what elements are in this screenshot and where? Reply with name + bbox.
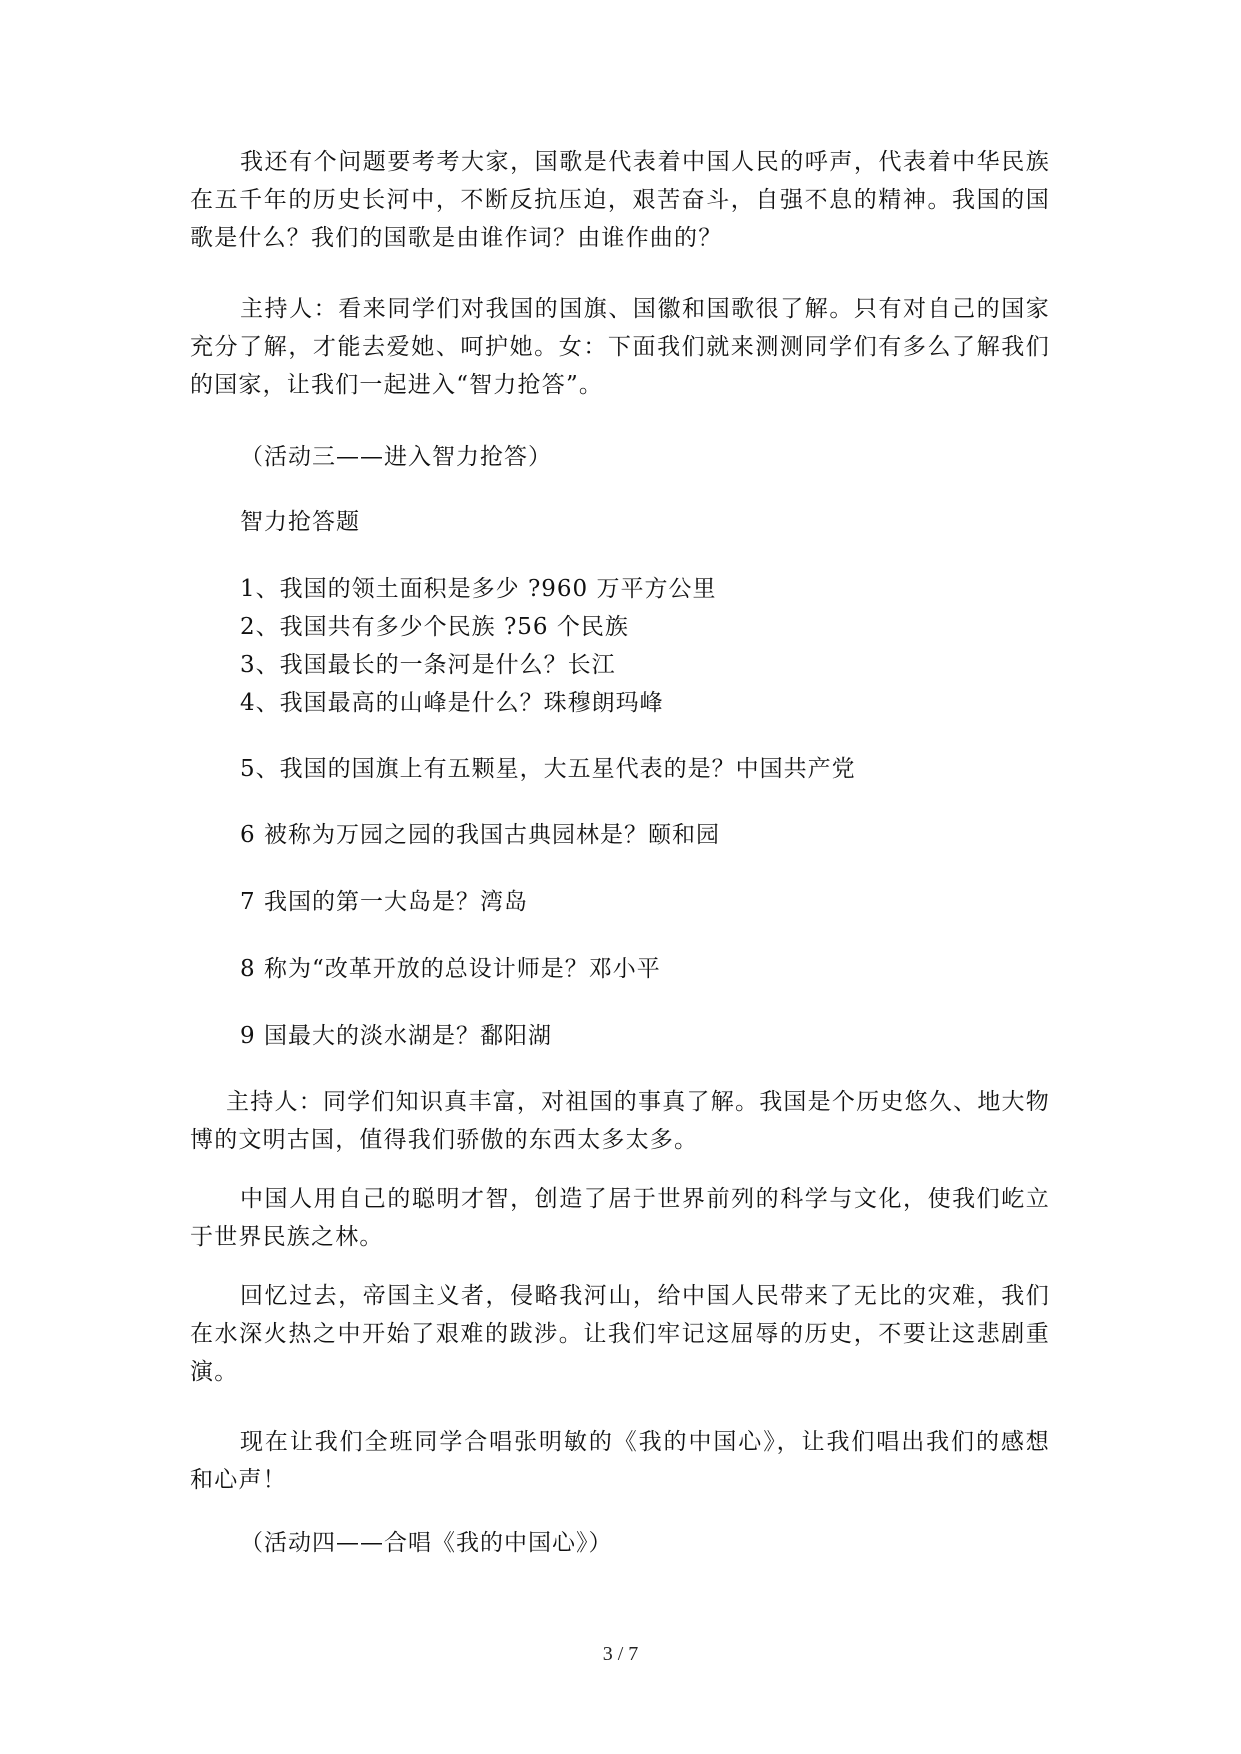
quiz-item-7: 7 我国的第一大岛是？湾岛 [240,889,528,915]
quiz-list [240,570,717,722]
quiz-item-3: 3、我国最长的一条河是什么？长江 [240,652,616,678]
quiz-item-8: 8 称为“改革开放的总设计师是？邓小平 [240,956,661,982]
quiz-item-5: 5、我国的国旗上有五颗星，大五星代表的是？中国共产党 [240,756,856,782]
quiz-item-9: 9 国最大的淡水湖是？鄱阳湖 [240,1023,552,1049]
quiz-item-6: 6 被称为万园之园的我国古典园林是？颐和园 [240,822,720,848]
quiz-item-1: 1、我国的领土面积是多少 ?960 万平方公里 [240,576,717,602]
paragraph-host-praise: 主持人：同学们知识真丰富，对祖国的事真了解。我国是个历史悠久、地大物博的文明古国，值得我们骄傲的东西太多太多。 [190,1089,1050,1153]
activity-three-heading: （活动三——进入智力抢答） [240,444,552,470]
quiz-title: 智力抢答题 [240,509,360,535]
paragraph-national-anthem-question: 我还有个问题要考考大家，国歌是代表着中国人民的呼声，代表着中华民族在五千年的历史长河中，不断反抗压迫，艰苦奋斗，自强不息的精神。我国的国歌是什么？我们的国歌是由谁作词？由谁作曲的？ [190,149,1050,251]
paragraph-host-intro-quiz: 主持人：看来同学们对我国的国旗、国徽和国歌很了解。只有对自己的国家充分了解，才能去爱她、呵护她。女：下面我们就来测测同学们有多么了解我们的国家，让我们一起进入“智力抢答”。 [190,296,1050,398]
paragraph-chinese-wisdom: 中国人用自己的聪明才智，创造了居于世界前列的科学与文化，使我们屹立于世界民族之林。 [190,1186,1050,1250]
quiz-item-2: 2、我国共有多少个民族 ?56 个民族 [240,614,629,640]
quiz-item-4: 4、我国最高的山峰是什么？珠穆朗玛峰 [240,690,664,716]
paragraph-sing-together: 现在让我们全班同学合唱张明敏的《我的中国心》，让我们唱出我们的感想和心声！ [190,1429,1050,1493]
paragraph-remember-history: 回忆过去，帝国主义者，侵略我河山，给中国人民带来了无比的灾难，我们在水深火热之中开始了艰难的跋涉。让我们牢记这屈辱的历史，不要让这悲剧重演。 [190,1283,1050,1385]
page-number: 3 / 7 [602,1643,639,1665]
activity-four-heading: （活动四——合唱《我的中国心》） [240,1530,613,1556]
